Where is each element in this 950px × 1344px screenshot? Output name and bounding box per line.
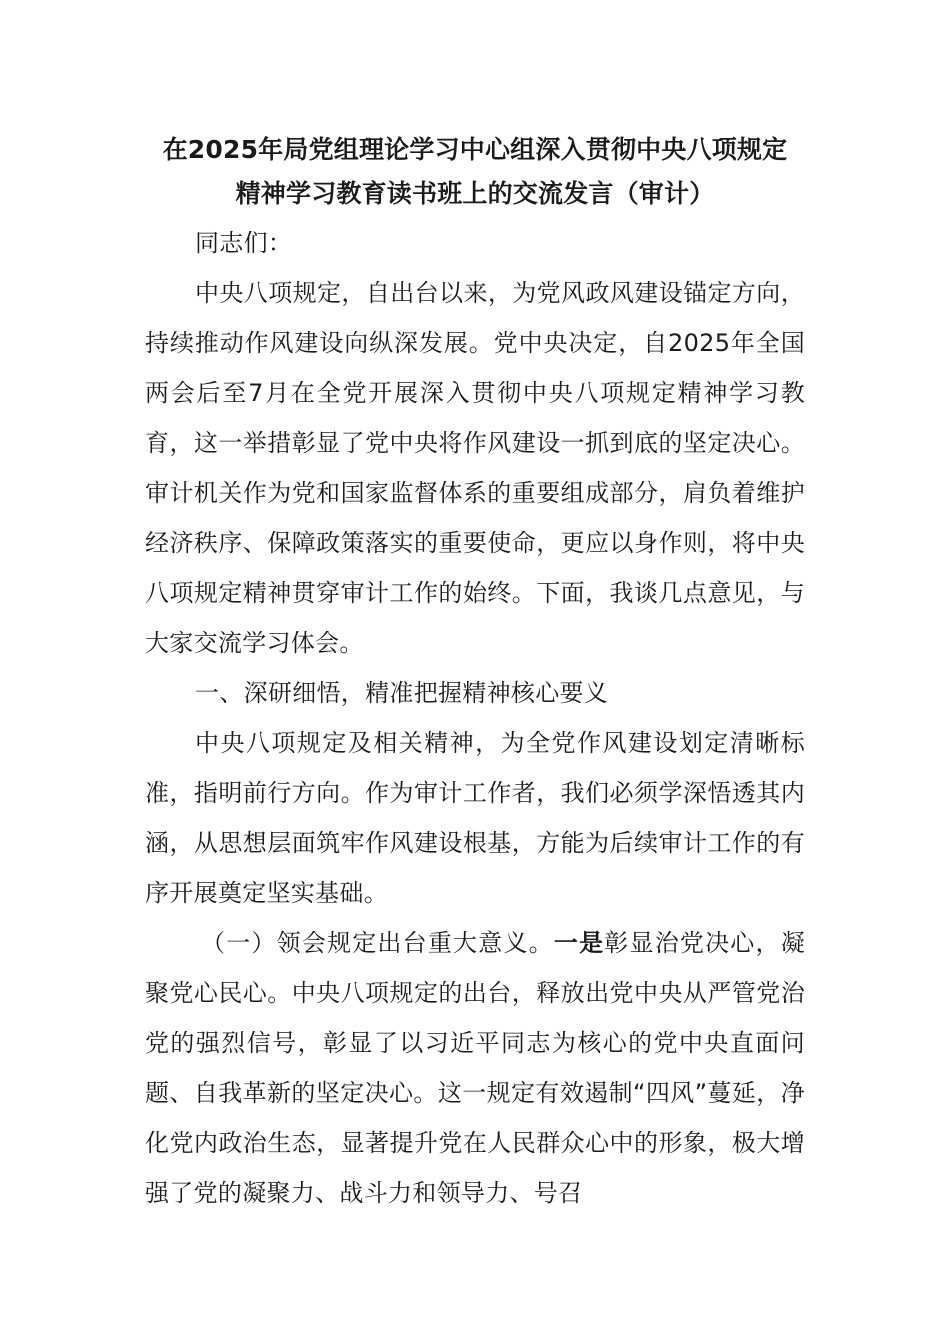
document-title <box>145 128 805 216</box>
document-body <box>145 128 805 1218</box>
subsection-body: 彰显治党决心，凝聚党心民心。中央八项规定的出台，释放出党中央从严管党治党的强烈信号，彰显了以习近平同志为核心的党中央直面问题、自我革新的坚定决心。这一规定有效遏制“四风”蔓延，净化党内政治生态，显著提升党在人民群众心中的形象，极大增强了党的凝聚力、战斗力和领导力、号召 <box>145 929 806 1207</box>
paragraph-subsection-1 <box>145 918 805 1218</box>
title-line-2: 精神学习教育读书班上的交流发言（审计） <box>235 179 715 208</box>
paragraph-intro: 中央八项规定，自出台以来，为党风政风建设锚定方向，持续推动作风建设向纵深发展。党中央决定，自2025年全国两会后至7月在全党开展深入贯彻中央八项规定精神学习教育，这一举措彰显了党中央将作风建设一抓到底的坚定决心。审计机关作为党和国家监督体系的重要组成部分，肩负着维护经济秩序、保障政策落实的重要使命，更应以身作则，将中央八项规定精神贯穿审计工作的始终。下面，我谈几点意见，与大家交流学习体会。 <box>145 279 805 657</box>
section-heading-1: 一、深研细悟，精准把握精神核心要义 <box>195 679 609 707</box>
paragraph-section-1: 中央八项规定及相关精神，为全党作风建设划定清晰标准，指明前行方向。作为审计工作者，我们必须学深悟透其内涵，从思想层面筑牢作风建设根基，方能为后续审计工作的有序开展奠定坚实基础。 <box>145 729 805 907</box>
salutation: 同志们： <box>195 229 293 257</box>
subsection-title: （一）领会规定出台重大意义。 <box>201 929 554 957</box>
title-line-1: 在2025年局党组理论学习中心组深入贯彻中央八项规定 <box>162 135 788 164</box>
subsection-lead: 一是 <box>553 929 605 957</box>
